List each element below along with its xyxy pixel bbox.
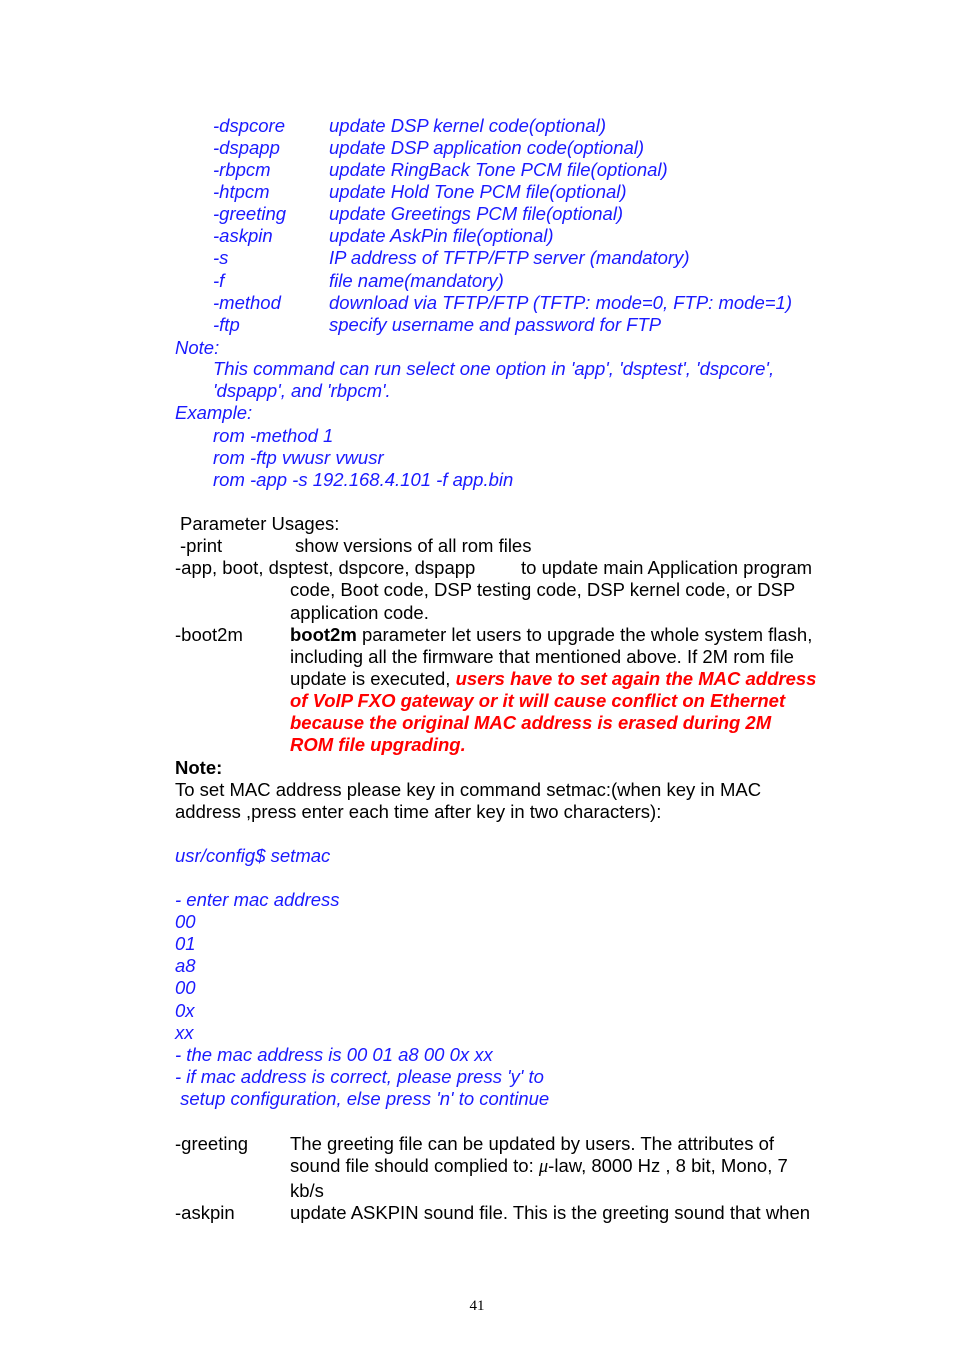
param-desc-greeting xyxy=(290,1155,788,1178)
example-label: Example: xyxy=(175,402,253,423)
param-flag-greeting: -greeting xyxy=(175,1133,249,1154)
param-flag-boot2m: -boot2m xyxy=(175,624,243,645)
boot2m-warning: of VoIP FXO gateway or it will cause conflict on Ethernet xyxy=(290,690,786,711)
setmac-line: - if mac address is correct, please press 'y' to xyxy=(175,1066,544,1087)
setmac-prompt: usr/config$ setmac xyxy=(175,845,331,866)
setmac-line: setup configuration, else press 'n' to continue xyxy=(175,1088,550,1109)
param-desc-greeting: kb/s xyxy=(290,1180,324,1201)
option-desc-htpcm: update Hold Tone PCM file(optional) xyxy=(329,181,627,202)
param-desc-askpin: update ASKPIN sound file. This is the greeting sound that when xyxy=(290,1202,811,1223)
option-flag-askpin: -askpin xyxy=(213,225,273,246)
option-desc-f: file name(mandatory) xyxy=(329,270,504,291)
option-flag-f: -f xyxy=(213,270,225,291)
param-flag-app: -app, boot, dsptest, dspcore, dspapp xyxy=(175,557,476,578)
boot2m-warning: ROM file upgrading. xyxy=(290,734,466,755)
param-desc-boot2m: including all the firmware that mentioned above. If 2M rom file xyxy=(290,646,794,667)
param-desc-print: show versions of all rom files xyxy=(295,535,532,556)
boot2m-warning: because the original MAC address is erased during 2M xyxy=(290,712,772,733)
setmac-line: 0x xyxy=(175,1000,195,1021)
note-label: Note: xyxy=(175,757,223,778)
option-flag-method: -method xyxy=(213,292,281,313)
option-flag-dspcore: -dspcore xyxy=(213,115,285,136)
setmac-line: - the mac address is 00 01 a8 00 0x xx xyxy=(175,1044,493,1065)
parameter-usages-heading: Parameter Usages: xyxy=(180,513,340,534)
note-text: To set MAC address please key in command setmac:(when key in MAC xyxy=(175,779,762,800)
option-desc-greeting: update Greetings PCM file(optional) xyxy=(329,203,624,224)
mu-symbol: μ xyxy=(538,1157,549,1177)
option-desc-rbpcm: update RingBack Tone PCM file(optional) xyxy=(329,159,668,180)
param-flag-askpin: -askpin xyxy=(175,1202,235,1223)
greeting-text: -law, 8000 Hz , 8 bit, Mono, 7 xyxy=(548,1155,788,1176)
param-flag-print: -print xyxy=(180,535,223,556)
example-line: rom -app -s 192.168.4.101 -f app.bin xyxy=(213,469,514,490)
note-line: 'dspapp', and 'rbpcm'. xyxy=(213,380,391,401)
setmac-line: xx xyxy=(175,1022,194,1043)
option-flag-rbpcm: -rbpcm xyxy=(213,159,271,180)
boot2m-text: update is executed, xyxy=(290,668,456,689)
greeting-text: sound file should complied to: xyxy=(290,1155,539,1176)
setmac-line: a8 xyxy=(175,955,196,976)
option-flag-s: -s xyxy=(213,247,229,268)
option-desc-dspcore: update DSP kernel code(optional) xyxy=(329,115,606,136)
note-line: This command can run select one option in 'app', 'dsptest', 'dspcore', xyxy=(213,358,775,379)
option-desc-method: download via TFTP/FTP (TFTP: mode=0, FTP: mode=1) xyxy=(329,292,792,313)
param-desc-app: to update main Application program xyxy=(521,557,813,578)
example-line: rom -method 1 xyxy=(213,425,334,446)
option-desc-s: IP address of TFTP/FTP server (mandatory) xyxy=(329,247,690,268)
param-desc-greeting: The greeting file can be updated by users. The attributes of xyxy=(290,1133,775,1154)
param-desc-boot2m xyxy=(290,624,812,646)
note-text: address ,press enter each time after key in two characters): xyxy=(175,801,662,822)
boot2m-warning: users have to set again the MAC address xyxy=(455,668,817,689)
note-label: Note: xyxy=(175,337,220,358)
setmac-line: - enter mac address xyxy=(175,889,340,910)
param-desc-app: code, Boot code, DSP testing code, DSP kernel code, or DSP xyxy=(290,579,796,600)
option-flag-htpcm: -htpcm xyxy=(213,181,270,202)
param-desc-boot2m xyxy=(290,668,816,690)
setmac-line: 01 xyxy=(175,933,196,954)
option-desc-dspapp: update DSP application code(optional) xyxy=(329,137,645,158)
option-flag-ftp: -ftp xyxy=(213,314,240,335)
option-flag-dspapp: -dspapp xyxy=(213,137,280,158)
option-flag-greeting: -greeting xyxy=(213,203,287,224)
boot2m-text: parameter let users to upgrade the whole system flash, xyxy=(356,624,813,645)
example-line: rom -ftp vwusr vwusr xyxy=(213,447,384,468)
page-number: 41 xyxy=(469,1298,485,1314)
boot2m-keyword: boot2m xyxy=(290,624,357,645)
setmac-line: 00 xyxy=(175,911,196,932)
param-desc-app: application code. xyxy=(290,602,429,623)
setmac-line: 00 xyxy=(175,977,196,998)
option-desc-ftp: specify username and password for FTP xyxy=(329,314,662,335)
option-desc-askpin: update AskPin file(optional) xyxy=(329,225,554,246)
